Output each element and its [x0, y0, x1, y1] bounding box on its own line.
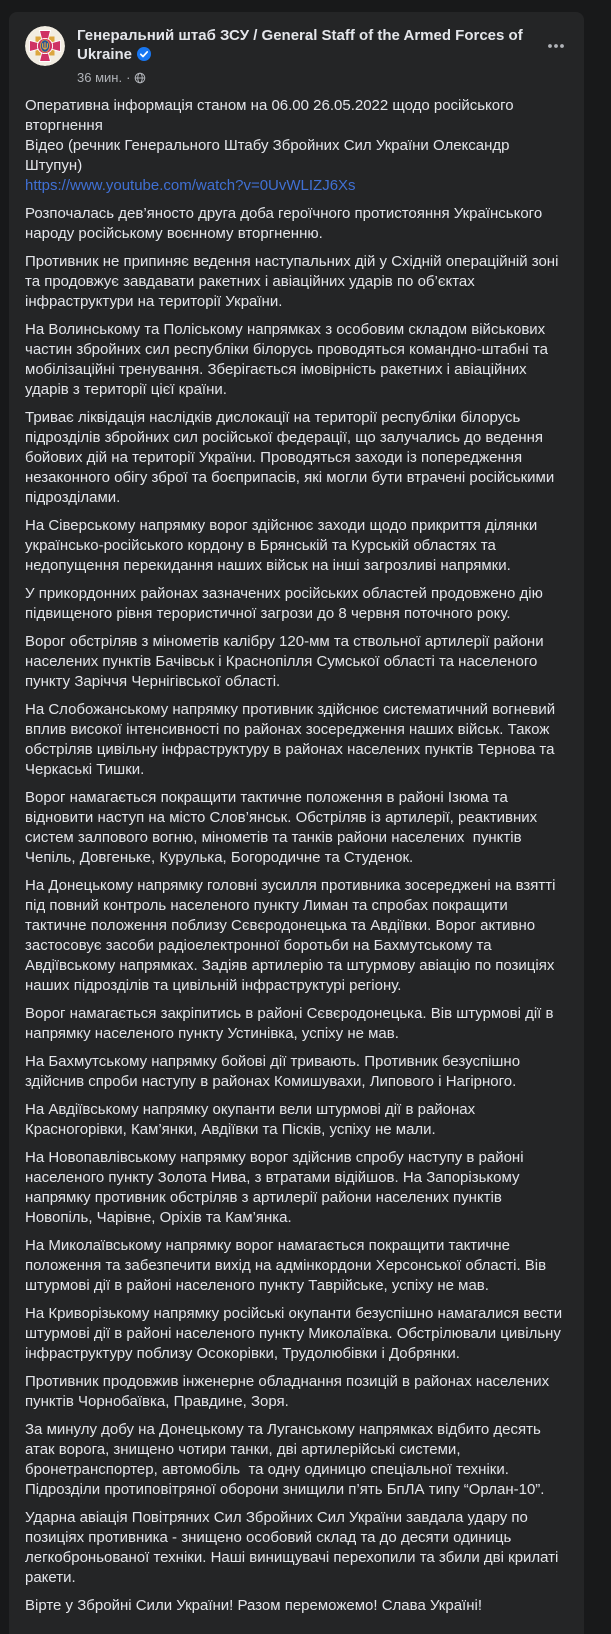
post-paragraph: На Криворізькому напрямку російські окупанти безуспішно намагалися вести штурмові дії в районі населеного пункту Миколаївка. Обстрілювали цивільну інфраструктуру поблизу Осокорівки, Трудолюбівки і Добрянки. [25, 1305, 567, 1362]
avatar[interactable] [25, 26, 65, 66]
post-content [9, 90, 584, 1634]
intro-line-2: Відео (речник Генерального Штабу Збройних Сил України Олександр Штупун) [25, 137, 514, 174]
more-options-button[interactable] [540, 30, 572, 65]
post-paragraph: На Волинському та Поліському напрямках з особовим складом військових частин збройних сил республіки білорусь проводяться командно-штабні та мобілізаційні тренування. Зберігається імовірність ракетних і авіаційних ударів з території цієї країни. [25, 321, 553, 398]
post-paragraph: Триває ліквідація наслідків дислокації на території республіки білорусь підрозділів збройних сил російської федерації, що залучались до ведення бойових дій на території України. Проводяться заходи із попередження незаконного обігу зброї та боєприпасів, які могли бути втрачені російськими підрозділами. [25, 409, 559, 506]
post-paragraph: Розпочалась дев’яносто друга доба героїчного протистояння Українського народу російському воєнному вторгненню. [25, 205, 547, 242]
page-name-text: Генеральний штаб ЗСУ / General Staff of the Armed Forces of Ukraine [77, 27, 523, 63]
post-paragraph: За минулу добу на Донецькому та Луганському напрямках відбито десять атак ворога, знищено чотири танки, дві артилерійські системи, бронетранспортер, автомобіль та одну одиницю спеціальної техніки. Підрозділи протиповітряної оборони знищили п’ять БпЛА типу “Орлан-10”. [25, 1421, 545, 1498]
dot-separator: · [126, 70, 131, 85]
post-paragraph: Противник не припиняє ведення наступальних дій у Східній операційній зоні та продовжує завдавати ракетних і авіаційних ударів по об’єктах інфраструктури на території України. [25, 253, 563, 310]
post-paragraph: Ударна авіація Повітряних Сил Збройних Сил України завдала удару по позиціях противника - знищено особовий склад та до десяти одиниць легкоброньованої техніки. Наші винищувачі перехопили та збили дві крилаті ракети. [25, 1509, 563, 1586]
ellipsis-icon [546, 36, 566, 56]
general-staff-emblem-icon [25, 26, 65, 66]
post-paragraph: Ворог обстріляв з мінометів калібру 120-мм та ствольної артилерії райони населених пунктів Бачівськ і Краснопілля Сумської області та населеного пункту Заріччя Чернігівської області. [25, 633, 548, 690]
post-paragraph: На Бахмутському напрямку бойові дії тривають. Противник безуспішно здійснив спроби наступу в районах Комишувахи, Липового і Нагірного. [25, 1053, 525, 1090]
post-paragraph: На Авдіївському напрямку окупанти вели штурмові дії в районах Красногорівки, Кам’янки, Авдіївки та Пісків, успіху не мали. [25, 1101, 480, 1138]
intro-line-1: Оперативна інформація станом на 06.00 26.05.2022 щодо російського вторгнення [25, 97, 518, 134]
post-header [9, 12, 584, 90]
post-paragraph: Ворог намагається закріпитись в районі Сєвєродонецька. Вів штурмові дії в напрямку населеного пункту Устинівка, успіху не мав. [25, 1005, 558, 1042]
post-paragraph: На Миколаївському напрямку ворог намагається покращити тактичне положення та забезпечити вихід на адмінкордони Херсонської області. Вів штурмові дії в районі населеного пункту Таврійське, успіху не мав. [25, 1237, 551, 1294]
verified-badge-icon [137, 47, 151, 66]
name-row [77, 26, 533, 66]
post-paragraph: У прикордонних районах зазначених російських областей продовжено дію підвищеного рівня терористичної загрози до 8 червня поточного року. [25, 585, 548, 622]
timestamp: 36 мин. [77, 70, 123, 85]
post-card [9, 12, 584, 1634]
post-paragraph: На Новопавлівському напрямку ворог здійснив спробу наступу в районі населеного пункту Золота Нива, з втратами відійшов. На Запорізькому напрямку противник обстріляв з артилерії райони населених пунктів Новопіль, Чарівне, Оріхів та Кам’янка. [25, 1149, 528, 1226]
post-intro [25, 96, 568, 196]
post-paragraph: Ворог намагається покращити тактичне положення в районі Ізюма та відновити наступ на місто Слов’янськ. Обстріляв із артилерії, реактивних систем залпового вогню, мінометів та танків райони населених пунктів Чепіль, Довгеньке, Курулька, Богородичне та Студенок. [25, 789, 542, 866]
post-paragraph: На Слобожанському напрямку противник здійснює систематичний вогневий вплив високої інтенсивності по районах зосередження наших військ. Також обстріляв цивільну інфраструктуру в районах населених пунктів Тернова та Черкаські Тишки. [25, 701, 560, 778]
youtube-link[interactable]: https://www.youtube.com/watch?v=0UvWLIZJ6Xs [25, 177, 356, 194]
post-paragraph: На Донецькому напрямку головні зусилля противника зосереджені на взятті під повний контроль населеного пункту Лиман та спробах покращити тактичне положення поблизу Сєвєродонецька та Авдіївки. Ворог активно застосовує засоби радіоелектронної боротьби на Бахмутському та Авдіївському напрямках. Задіяв артилерію та штурмову авіацію по позиціях наших підрозділів та цивільній інфраструктурі регіону. [25, 877, 560, 994]
post-meta [77, 26, 540, 86]
page-name-link[interactable] [77, 27, 523, 63]
timestamp-row[interactable] [77, 70, 540, 86]
post-paragraph: Противник продовжив інженерне обладнання позицій в районах населених пунктів Чорнобаївка, Правдине, Зоря. [25, 1373, 554, 1410]
globe-public-icon [134, 72, 146, 84]
post-paragraph: На Сіверському напрямку ворог здійснює заходи щодо прикриття ділянки українсько-російського кордону в Брянській та Курській областях та недопущення перекидання наших військ на інші загрозливі напрямки. [25, 517, 542, 574]
post-paragraph: Вірте у Збройні Сили України! Разом переможемо! Слава Україні! [25, 1597, 483, 1614]
